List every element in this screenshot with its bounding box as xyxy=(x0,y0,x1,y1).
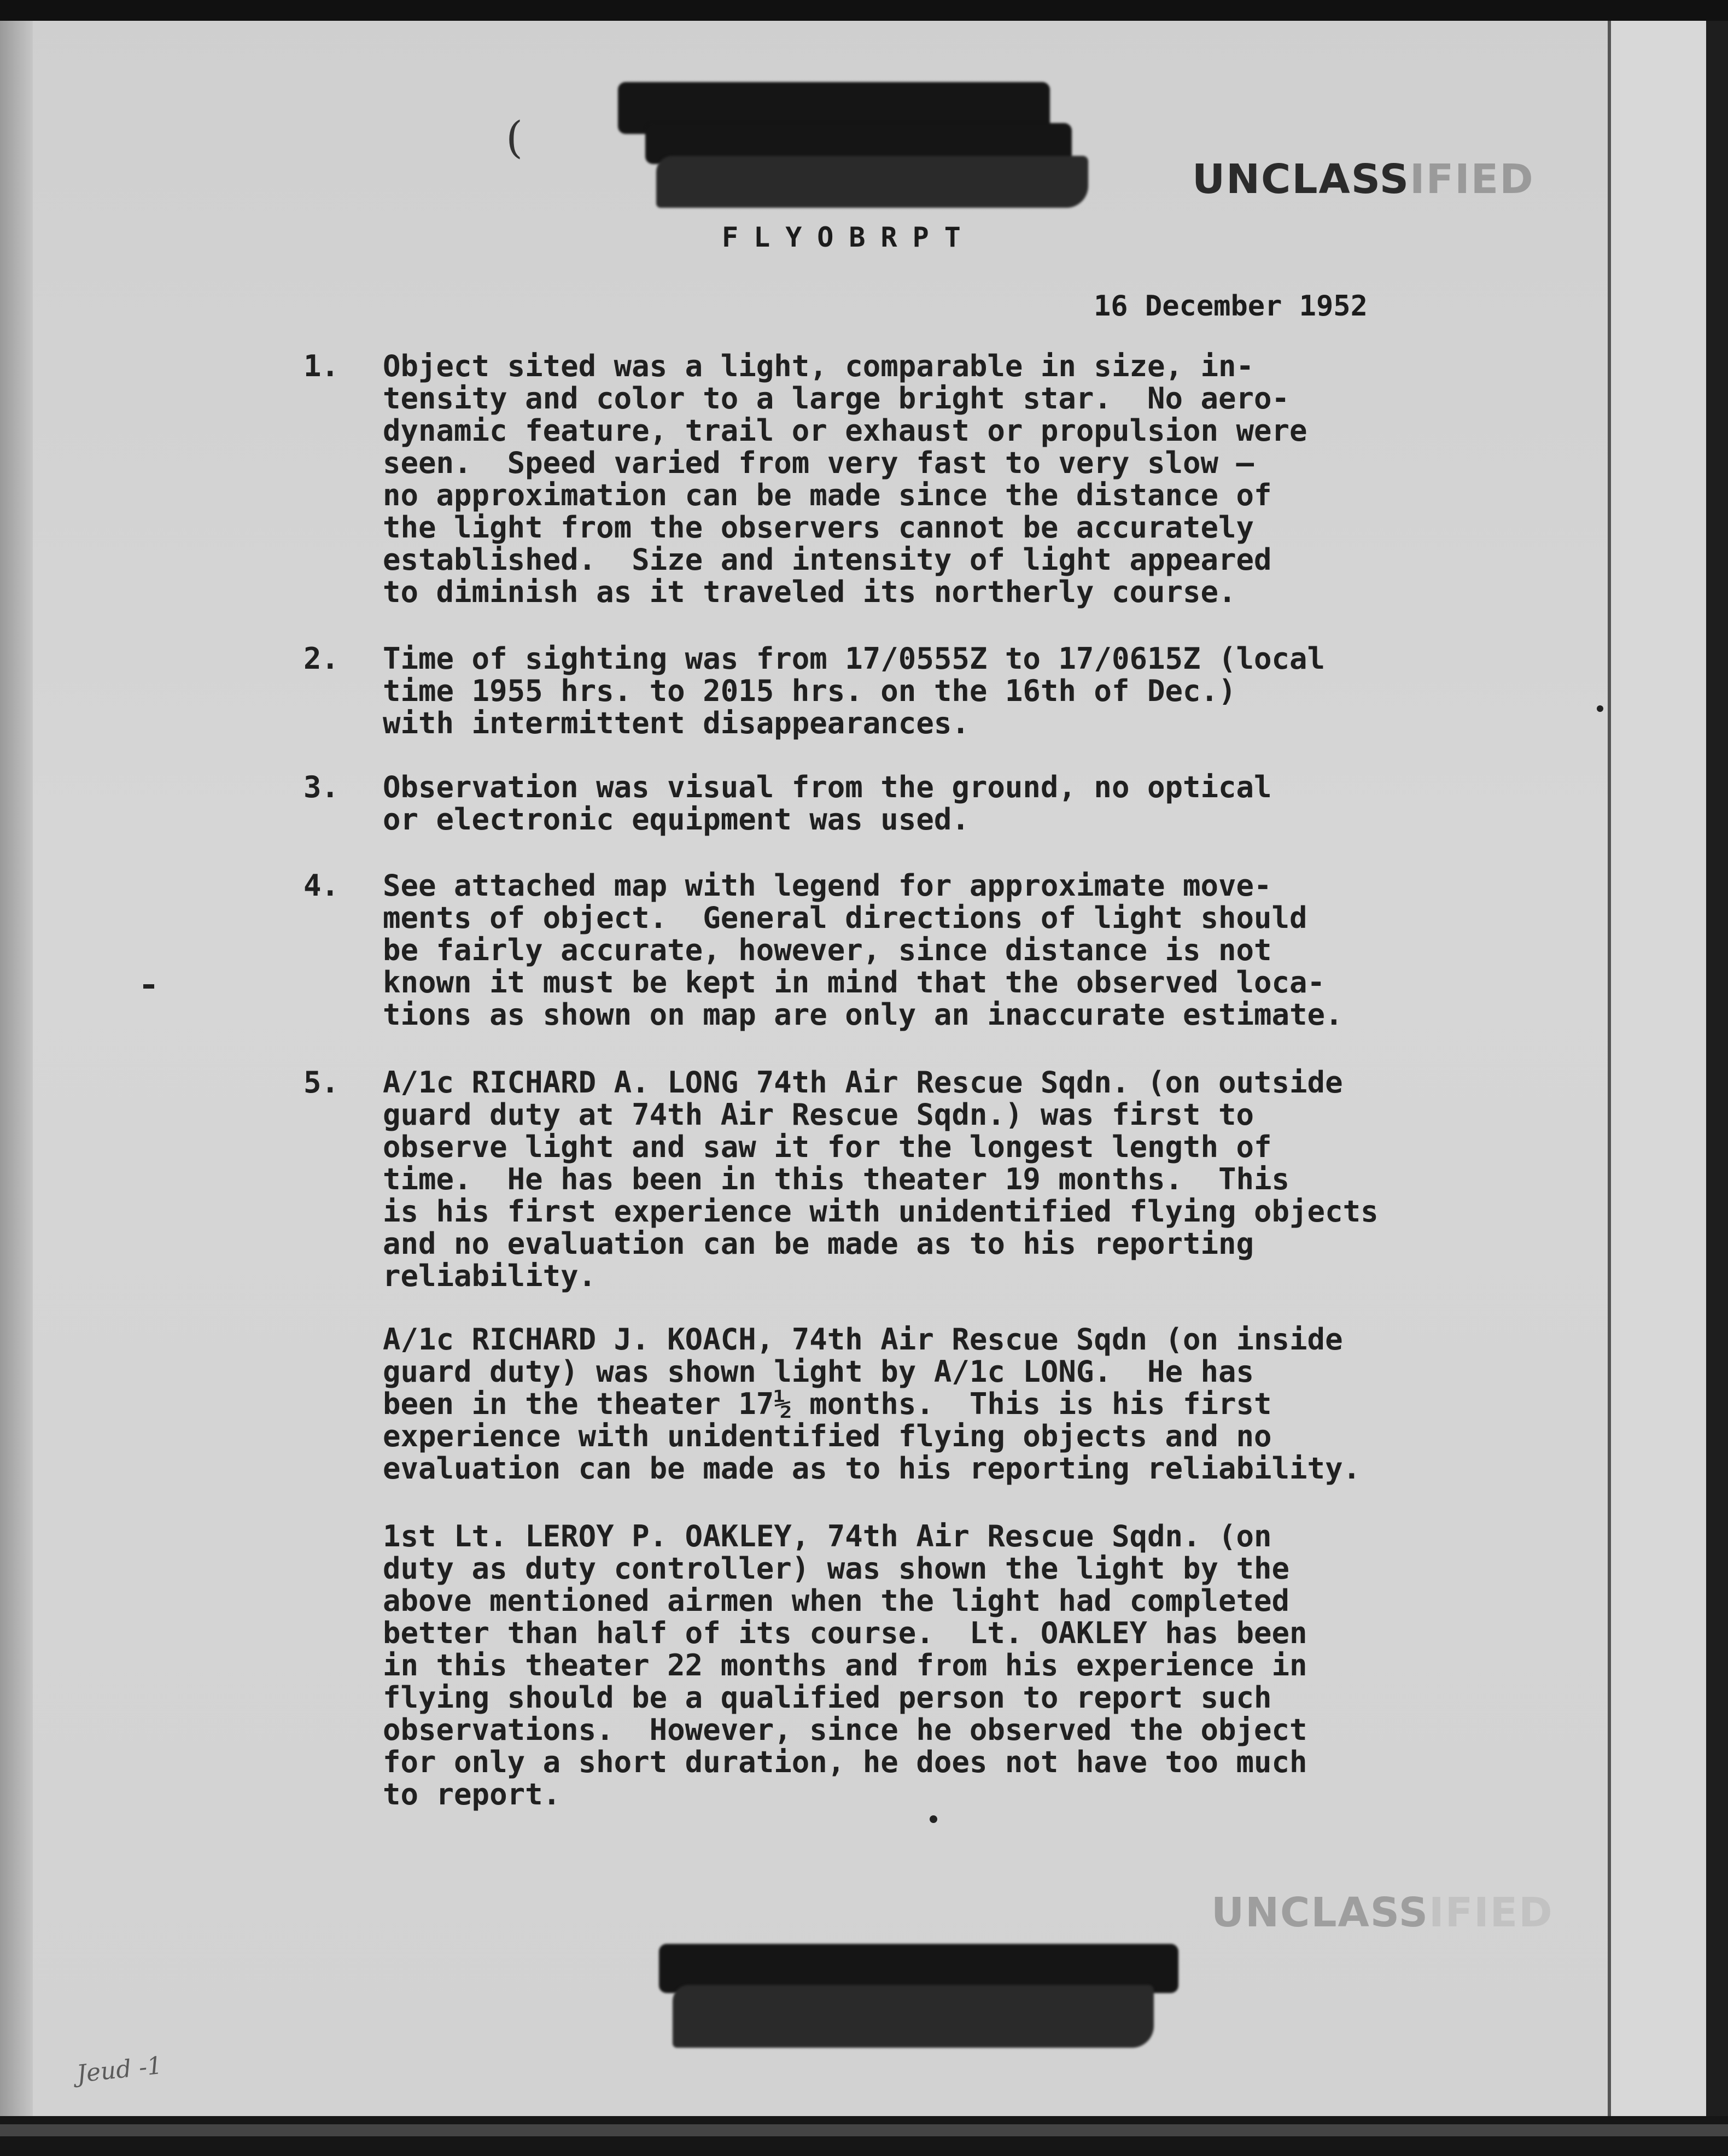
paragraph-number: 3. xyxy=(303,770,340,804)
paragraph-number: 2. xyxy=(303,641,340,676)
stamp-top-faded-text: IFIED xyxy=(1410,156,1534,203)
paragraph-number: 5. xyxy=(303,1065,340,1100)
redaction-bar-top-3 xyxy=(656,156,1088,208)
paragraph-text: A/1c RICHARD A. LONG 74th Air Rescue Sqdn. (on outside guard duty at 74th Air Rescue Sqdn.) was first to observe light and saw it for the longest length of time. He has been in this theater 19 months. This is his first experience with unidentified flying objects and no evaluation can be made as to his reporting reliability. xyxy=(383,1065,1379,1293)
paragraph-text: See attached map with legend for approximate move- ments of object. General directions of light should be fairly accurate, however, since distance is not known it must be kept in mind that the observed loca- tions as shown on map are only an inaccurate estimate. xyxy=(383,868,1343,1032)
margin-tick xyxy=(143,984,154,989)
paragraph-text: Time of sighting was from 17/0555Z to 17/0615Z (local time 1955 hrs. to 2015 hrs. on the 16th of Dec.) with intermittent disappearances. xyxy=(383,641,1326,740)
stamp-bottom-faded-text: IFIED xyxy=(1429,1889,1554,1936)
redaction-bar-bottom-2 xyxy=(673,1985,1154,2048)
page-left-edge xyxy=(0,0,33,2156)
paragraph-text: A/1c RICHARD J. KOACH, 74th Air Rescue Sqdn (on inside guard duty) was shown light by A/1c LONG. He has been in the theater 17½ months. This is his first experience with unidentified flying objects and no evaluation can be made as to his reporting reliability. xyxy=(383,1322,1361,1486)
stamp-bottom-text: UNCLASS xyxy=(1211,1889,1429,1936)
scan-right-border xyxy=(1706,0,1728,2156)
paragraph-text: Object sited was a light, comparable in size, in- tensity and color to a large bright star. No aero- dynamic feature, trail or exhaust or propulsion were seen. Speed varied from very fast to very slow — no approximation can be made since the distance of the light from the observers cannot be accurately established. Size and intensity of light appeared to diminish as it traveled its northerly course. xyxy=(383,349,1307,609)
report-date: 16 December 1952 xyxy=(1094,290,1368,323)
paragraph-number: 1. xyxy=(303,349,340,383)
paragraph-text: 1st Lt. LEROY P. OAKLEY, 74th Air Rescue Sqdn. (on duty as duty controller) was shown the light by the above mentioned airmen when the light had completed better than half of its course. Lt. OAKLEY has been in this theater 22 months and from his experience in flying should be a qualified person to report such observations. However, since he observed the object for only a short duration, he does not have too much to report. xyxy=(383,1519,1307,1812)
scan-top-border xyxy=(0,0,1728,21)
right-margin-mark xyxy=(1597,705,1603,712)
paragraph-number: 4. xyxy=(303,868,340,903)
handwritten-note: Jeud -1 xyxy=(75,2051,164,2089)
scan-bottom-strip xyxy=(0,2124,1728,2136)
stamp-top-text: UNCLASS xyxy=(1192,156,1410,203)
dot-mark xyxy=(930,1815,937,1823)
paragraph-text: Observation was visual from the ground, no optical or electronic equipment was used. xyxy=(383,770,1272,837)
stray-mark: ( xyxy=(506,112,523,163)
report-header: FLYOBRPT xyxy=(722,221,976,253)
classification-stamp-bottom xyxy=(1211,1889,1554,1936)
classification-stamp-top xyxy=(1192,156,1534,203)
